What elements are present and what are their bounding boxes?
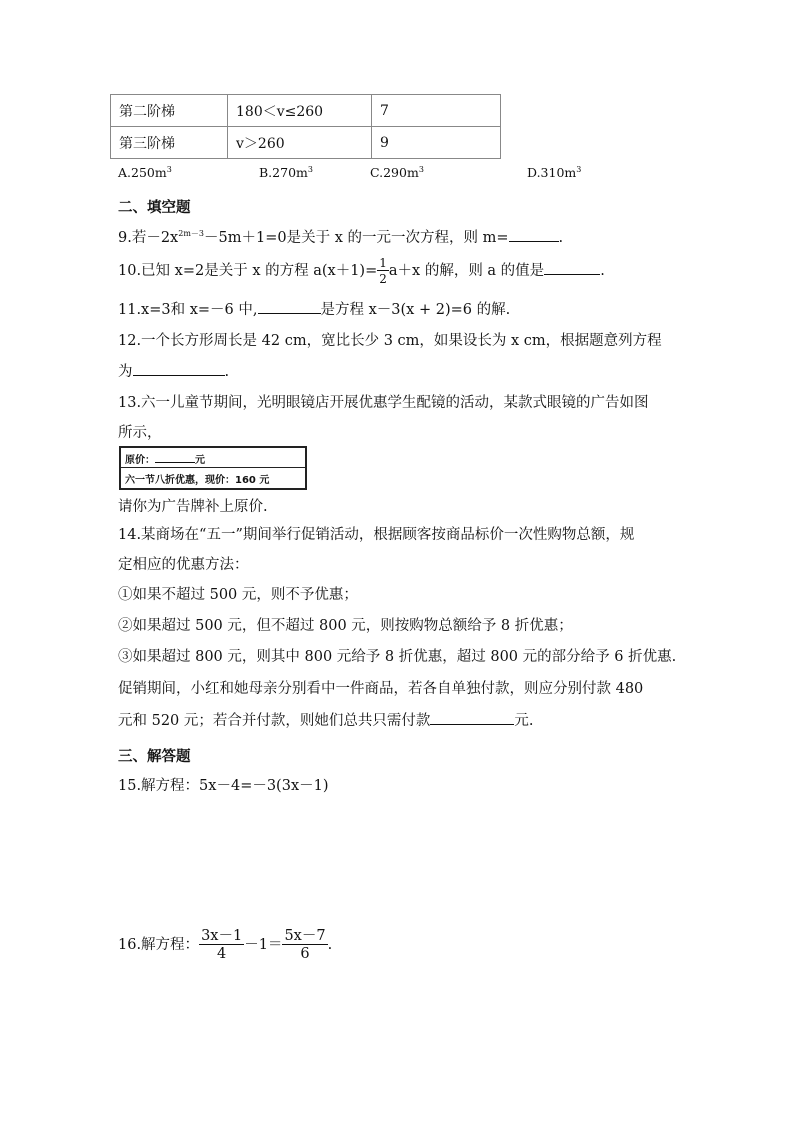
section-heading-fill-in: 二、填空题 xyxy=(118,200,191,216)
section-heading-solve: 三、解答题 xyxy=(118,749,191,765)
table-row xyxy=(111,127,501,159)
answer-blank xyxy=(258,299,321,314)
question-9: 9.若$-2x^{2m-3}-5m+1=0$是关于 x 的一元一次方程，则 m= . xyxy=(118,227,563,248)
option-d: $D.310m^3$ xyxy=(527,164,582,180)
question-14-line-7: 元和 520 元；若合并付款，则她们总共只需付款 元. xyxy=(118,710,534,731)
question-10: 10.已知 x=2是关于 x 的方程 a(x＋1)= $\frac{1}{2}$ a＋x 的解，则 a 的值是 . xyxy=(118,256,605,286)
option-a: $A.250m^3$ xyxy=(118,164,172,180)
question-15: 15.解方程：5x－4=－3(3x－1) xyxy=(118,778,329,794)
divider xyxy=(121,467,305,468)
answer-blank xyxy=(155,453,195,463)
answer-blank xyxy=(133,361,225,376)
fraction: $\frac{5x-7}{6}$ xyxy=(284,927,326,962)
advertisement-sign xyxy=(119,446,307,490)
question-14-line-3: ①如果不超过 500 元，则不予优惠； xyxy=(118,587,358,603)
table-cell: 第三阶梯 xyxy=(111,127,228,159)
question-14-line-5: ③如果超过 800 元，则其中 800 元给予 8 折优惠，超过 800 元的部分给予 6 折优惠. xyxy=(118,649,677,665)
table-cell: 180＜v≤260 xyxy=(228,95,372,127)
question-13-line-2: 所示， xyxy=(118,425,162,441)
question-13-line-1: 13.六一儿童节期间，光明眼镜店开展优惠学生配镜的活动，某款式眼镜的广告如图 xyxy=(118,395,649,411)
ad-discount-price: 六一节八折优惠，现价：160 元 xyxy=(125,475,270,486)
question-14-line-2: 定相应的优惠方法： xyxy=(118,557,249,573)
ad-original-price: 原价： 元 xyxy=(125,455,205,466)
question-13-line-3: 请你为广告牌补上原价. xyxy=(118,499,268,515)
question-12-line-2: 为 . xyxy=(118,361,229,382)
answer-blank xyxy=(430,710,514,725)
table-row xyxy=(111,95,501,127)
table-cell: v＞260 xyxy=(228,127,372,159)
table-cell: 9 xyxy=(372,127,501,159)
fraction: $\frac{1}{2}$ xyxy=(379,256,387,286)
table-cell: 7 xyxy=(372,95,501,127)
answer-blank xyxy=(509,227,559,242)
question-11: 11.x=3和 x=－6 中, 是方程 x－3(x + 2)=6 的解. xyxy=(118,299,510,320)
question-12-line-1: 12.一个长方形周长是 42 cm，宽比长少 3 cm，如果设长为 x cm，根据题意列方程 xyxy=(118,333,662,349)
option-b: $B.270m^3$ xyxy=(259,164,313,180)
question-16: 16.解方程： $\frac{3x-1}{4}$ －1＝ $\frac{5x-7}{6}$ . xyxy=(118,927,333,962)
option-c: $C.290m^3$ xyxy=(370,164,424,180)
table-cell: 第二阶梯 xyxy=(111,95,228,127)
answer-blank xyxy=(544,260,600,275)
question-14-line-6: 促销期间，小红和她母亲分别看中一件商品，若各自单独付款，则应分别付款 480 xyxy=(118,681,644,697)
question-14-line-1: 14.某商场在“五一”期间举行促销活动，根据顾客按商品标价一次性购物总额，规 xyxy=(118,527,635,543)
tier-table xyxy=(110,94,501,159)
fraction: $\frac{3x-1}{4}$ xyxy=(201,927,243,962)
question-14-line-4: ②如果超过 500 元，但不超过 800 元，则按购物总额给予 8 折优惠； xyxy=(118,618,573,634)
